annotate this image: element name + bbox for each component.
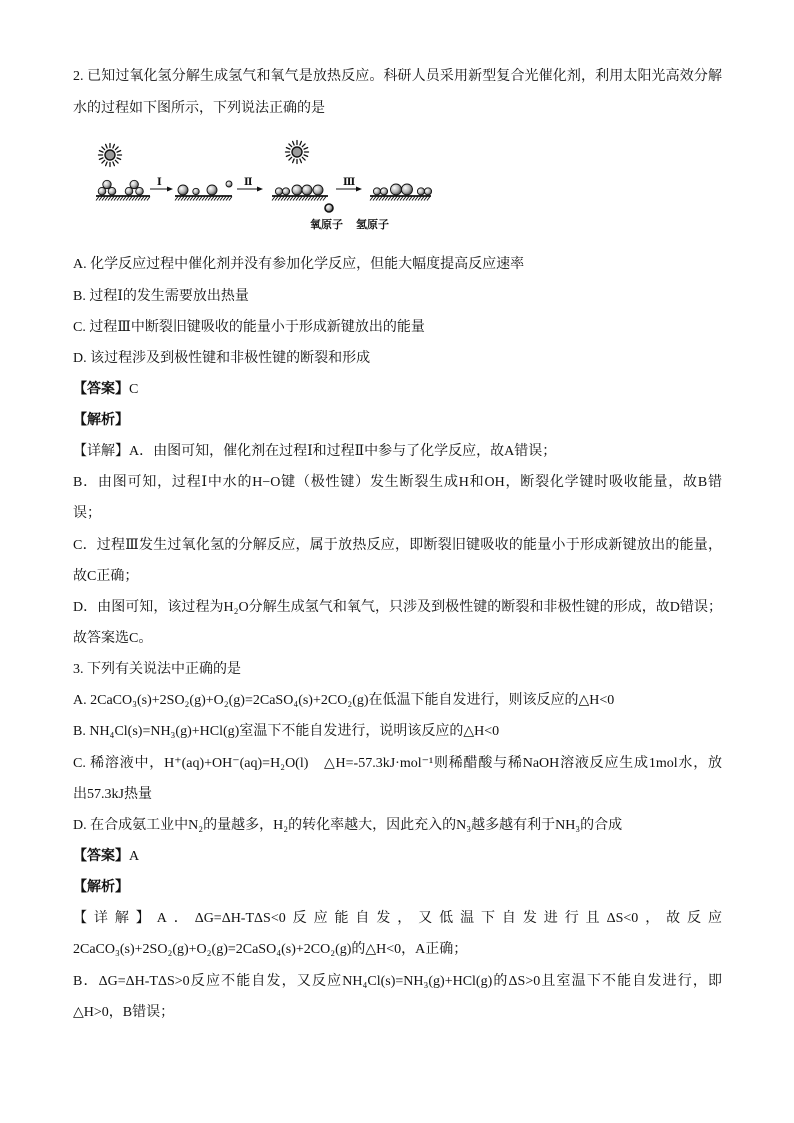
surface-hatch: [296, 197, 299, 201]
surface-hatch: [111, 197, 114, 201]
surface-hatch: [102, 197, 105, 201]
surface-hatch: [323, 197, 326, 201]
surface-hatch: [418, 197, 421, 201]
q2-analysis-line-3: 误；: [73, 506, 101, 522]
q3-option-c: C. 稀溶液中，H⁺(aq)+OH⁻(aq)=H₂O(l) △H=-57.3kJ·mol⁻¹则稀醋酸与稀NaOH溶液反应生成1mol水，放: [73, 755, 722, 771]
q2-answer-value: C: [129, 381, 139, 397]
surface-hatch: [394, 197, 397, 201]
step-label-1: Ⅰ: [157, 177, 162, 188]
catalyst-surface: [96, 196, 150, 201]
stage-3-molecules: [275, 185, 323, 195]
surface-hatch: [311, 197, 314, 201]
surface-hatch: [187, 197, 190, 201]
surface-hatch: [370, 197, 373, 201]
surface-hatch: [388, 197, 391, 201]
surface-hatch: [202, 197, 205, 201]
q2-answer-label: 【答案】: [73, 381, 129, 397]
catalyst-surface: [175, 196, 232, 201]
arrowhead-icon: [167, 187, 173, 192]
q2-option-c: C. 过程Ⅲ中断裂旧键吸收的能量小于形成新键放出的能量: [73, 319, 425, 335]
stage-4-molecules: [373, 184, 431, 195]
surface-hatch: [208, 197, 211, 201]
surface-hatch: [272, 197, 275, 201]
surface-hatch: [427, 197, 430, 201]
q2-analysis-line-6: D．由图可知，该过程为H₂O分解生成氢气和氧气，只涉及到极性键的断裂和非极性键的形成，故D错误；: [73, 599, 722, 615]
q3-option-b: B. NH₄Cl(s)=NH₃(g)+HCl(g)室温下不能自发进行，说明该反应的△H<0: [73, 724, 500, 740]
q2-answer: [73, 374, 722, 405]
surface-hatch: [214, 197, 217, 201]
surface-hatch: [287, 197, 290, 201]
arrowhead-icon: [356, 187, 362, 192]
surface-hatch: [105, 197, 108, 201]
surface-hatch: [190, 197, 193, 201]
catalyst-surfaces: [96, 196, 431, 201]
surface-hatch: [397, 197, 400, 201]
surface-hatch: [406, 197, 409, 201]
surface-hatch: [385, 197, 388, 201]
surface-hatch: [308, 197, 311, 201]
surface-hatch: [302, 197, 305, 201]
surface-hatch: [290, 197, 293, 201]
surface-hatch: [108, 197, 111, 201]
q3-answer: [73, 841, 722, 872]
surface-hatch: [205, 197, 208, 201]
q3-option-a: A. 2CaCO₃(s)+2SO₂(g)+O₂(g)=2CaSO₄(s)+2CO₂(g)在低温下能自发进行，则该反应的△H<0: [73, 693, 615, 709]
stage-1-molecules: [98, 180, 143, 195]
surface-hatch: [123, 197, 126, 201]
q3-analysis-line-1: 【详解】A．ΔG=ΔH-TΔS<0反应能自发，又低温下自发进行且ΔS<0，故反应: [73, 911, 722, 927]
surface-hatch: [424, 197, 427, 201]
surface-hatch: [211, 197, 214, 201]
q3-analysis-heading: 【解析】: [73, 880, 129, 896]
surface-hatch: [320, 197, 323, 201]
surface-hatch: [421, 197, 424, 201]
q3-stem: 3. 下列有关说法中正确的是: [73, 662, 241, 678]
q2-analysis-line-4: C．过程Ⅲ发生过氧化氢的分解反应，属于放热反应，即断裂旧键吸收的能量小于形成新键放出的能量，: [73, 537, 722, 553]
surface-hatch: [147, 197, 150, 201]
surface-hatch: [184, 197, 187, 201]
surface-hatch: [144, 197, 147, 201]
q3-option-d: D. 在合成氨工业中N₂的量越多，H₂的转化率越大，因此充入的N₃越多越有利于NH₃的合成: [73, 817, 623, 833]
surface-hatch: [129, 197, 132, 201]
surface-hatch: [99, 197, 102, 201]
sun-icon: [99, 144, 122, 167]
q2-analysis-heading: 【解析】: [73, 413, 129, 429]
surface-hatch: [284, 197, 287, 201]
surface-hatch: [412, 197, 415, 201]
q2-stem-line-1: 2. 已知过氧化氢分解生成氢气和氧气是放热反应。科研人员采用新型复合光催化剂，利用太阳光高效分解: [73, 69, 722, 85]
surface-hatch: [293, 197, 296, 201]
legend-hydrogen-label: 氢原子: [356, 218, 389, 231]
surface-hatch: [403, 197, 406, 201]
surface-hatch: [299, 197, 302, 201]
surface-hatch: [223, 197, 226, 201]
q2-stem-line-2: 水的过程如下图所示，下列说法正确的是: [73, 100, 325, 116]
step-label-2: Ⅱ: [244, 177, 253, 188]
q2-option-b: B. 过程Ⅰ的发生需要放出热量: [73, 288, 249, 304]
surface-hatch: [114, 197, 117, 201]
surface-hatch: [126, 197, 129, 201]
surface-hatch: [278, 197, 281, 201]
surface-hatch: [376, 197, 379, 201]
surface-hatch: [196, 197, 199, 201]
photocatalysis-figure: [90, 138, 440, 234]
surface-hatch: [391, 197, 394, 201]
stage-2-molecules: [178, 181, 232, 195]
surface-hatch: [314, 197, 317, 201]
surface-hatch: [229, 197, 232, 201]
surface-hatch: [275, 197, 278, 201]
surface-hatch: [178, 197, 181, 201]
surface-hatch: [317, 197, 320, 201]
catalyst-surface: [272, 196, 328, 201]
surface-hatch: [141, 197, 144, 201]
surface-hatch: [120, 197, 123, 201]
q3-analysis-line-4: △H>0，B错误；: [73, 1004, 175, 1020]
step-label-3: Ⅲ: [343, 177, 356, 188]
surface-hatch: [281, 197, 284, 201]
surface-hatch: [415, 197, 418, 201]
surface-hatch: [135, 197, 138, 201]
surface-hatch: [226, 197, 229, 201]
surface-hatch: [132, 197, 135, 201]
q2-analysis-line-7: 故答案选C。: [73, 631, 153, 647]
surface-hatch: [175, 197, 178, 201]
q3-option-c-continued: 出57.3kJ热量: [73, 786, 152, 802]
sun-icon: [286, 141, 309, 164]
surface-hatch: [400, 197, 403, 201]
surface-hatch: [181, 197, 184, 201]
q2-analysis-line-2: B．由图可知，过程Ⅰ中水的H−O键（极性键）发生断裂生成H和OH，断裂化学键时吸收能量，故B错: [73, 475, 722, 491]
q3-answer-value: A: [129, 849, 140, 865]
surface-hatch: [305, 197, 308, 201]
q2-option-a: A. 化学反应过程中催化剂并没有参加化学反应，但能大幅度提高反应速率: [73, 257, 525, 273]
arrowhead-icon: [257, 187, 263, 192]
q3-analysis-line-2: 2CaCO₃(s)+2SO₂(g)+O₂(g)=2CaSO₄(s)+2CO₂(g)的△H<0，A正确；: [73, 942, 468, 958]
oxygen-atom-icon: [325, 204, 333, 212]
surface-hatch: [373, 197, 376, 201]
legend-oxygen-label: 氧原子: [310, 218, 343, 231]
surface-hatch: [117, 197, 120, 201]
q2-analysis-line-5: 故C正确；: [73, 568, 139, 584]
surface-hatch: [193, 197, 196, 201]
surface-hatch: [220, 197, 223, 201]
surface-hatch: [138, 197, 141, 201]
surface-hatch: [199, 197, 202, 201]
surface-hatch: [382, 197, 385, 201]
surface-hatch: [379, 197, 382, 201]
surface-hatch: [96, 197, 99, 201]
q2-analysis-line-1: 【详解】A．由图可知，催化剂在过程Ⅰ和过程Ⅱ中参与了化学反应，故A错误；: [73, 444, 557, 460]
q3-analysis-line-3: B．ΔG=ΔH-TΔS>0反应不能自发，又反应NH₄Cl(s)=NH₃(g)+HCl(g)的ΔS>0且室温下不能自发进行，即: [73, 973, 722, 989]
surface-hatch: [409, 197, 412, 201]
catalyst-surface: [370, 196, 431, 201]
q3-answer-label: 【答案】: [73, 849, 129, 865]
surface-hatch: [217, 197, 220, 201]
q2-option-d: D. 该过程涉及到极性键和非极性键的断裂和形成: [73, 350, 371, 366]
